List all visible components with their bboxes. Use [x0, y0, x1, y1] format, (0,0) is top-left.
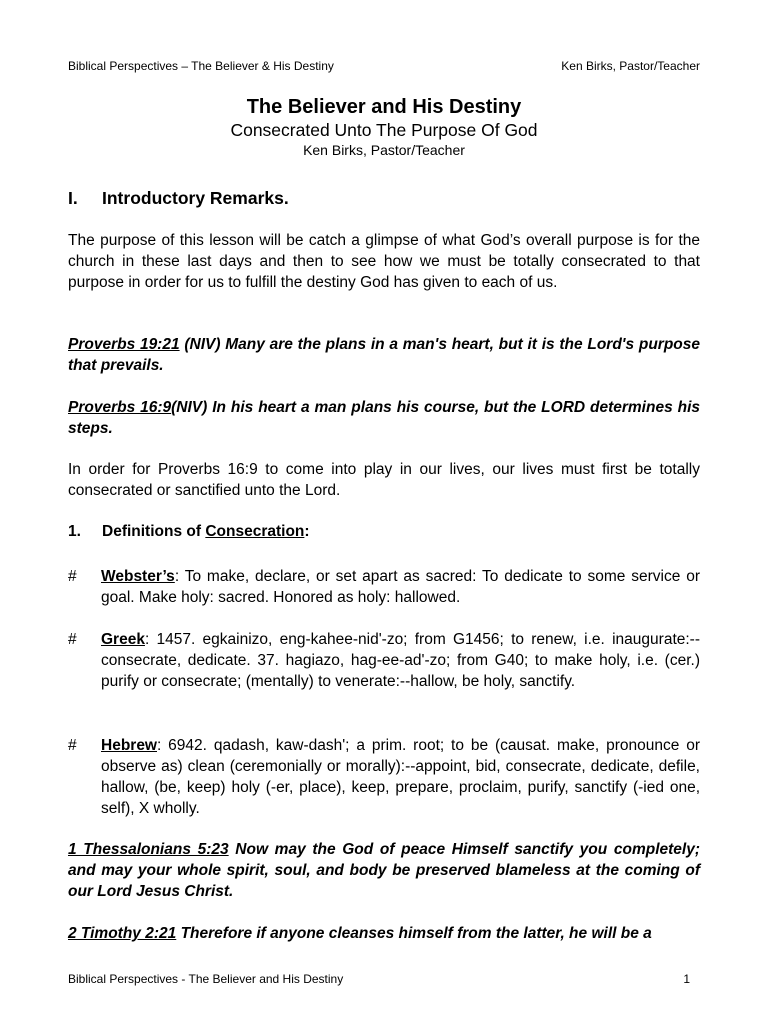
section-number: I.: [68, 188, 78, 208]
verse-text: Therefore if anyone cleanses himself from the latter, he will be a: [176, 925, 652, 942]
document-subtitle: Consecrated Unto The Purpose Of God: [230, 120, 538, 140]
verse-reference: 1 Thessalonians 5:23: [68, 841, 229, 858]
subsection-heading: [68, 523, 310, 541]
definition-greek: [68, 629, 700, 692]
page-footer: [68, 972, 700, 986]
verse-proverbs-19-21: [68, 334, 700, 376]
verse-text: Many are the plans in a man's heart, but it is the Lord's purpose that prevails.: [68, 336, 701, 374]
verse-1-thessalonians-5-23: [68, 839, 700, 902]
verse-2-timothy-2-21: [68, 923, 700, 944]
subsection-number: 1.: [68, 523, 81, 540]
definition-hebrew: [68, 735, 700, 819]
verse-version: (NIV): [179, 336, 221, 353]
title-block: [68, 95, 700, 159]
definition-websters: [68, 566, 700, 608]
verse-text: Now may the God of peace Himself sanctify you completely; and may your whole spirit, soul, and body be preserved blameless at the coming of our Lord Jesus Christ.: [68, 841, 701, 900]
document-title: The Believer and His Destiny: [246, 96, 522, 118]
section-title: Introductory Remarks.: [102, 188, 289, 208]
page-number: 1: [683, 972, 690, 986]
hash-bullet: #: [68, 568, 77, 585]
document-page: [68, 0, 700, 1024]
order-paragraph: In order for Proverbs 16:9 to come into play in our lives, our lives must first be totally consecrated or sanctified unto the Lord.: [68, 461, 700, 499]
header-left: Biblical Perspectives – The Believer & His Destiny: [68, 59, 334, 73]
footer-left: Biblical Perspectives - The Believer and His Destiny: [68, 972, 344, 986]
subsection-term: Consecration: [205, 523, 305, 540]
verse-version: (NIV): [171, 399, 208, 416]
definition-term: Hebrew: [101, 737, 157, 754]
definition-text: : To make, declare, or set apart as sacred: To dedicate to some service or goal. Make holy: sacred. Honored as holy: hallowed.: [101, 568, 700, 606]
definition-text: : 1457. egkainizo, eng-kahee-nid'-zo; from G1456; to renew, i.e. inaugurate:--consecrate, dedicate. 37. hagiazo, hag-ee-ad'-zo; from G40; to make holy, i.e. (cer.) purify or consecrate; (mentally) to venerate:--hallow, be holy, sanctify.: [101, 631, 700, 690]
hash-bullet: #: [68, 737, 77, 754]
hash-bullet: #: [68, 631, 77, 648]
definition-text: : 6942. qadash, kaw-dash'; a prim. root; to be (causat. make, pronounce or observe as) clean (ceremonially or morally):--appoint, bid, consecrate, dedicate, defile, hallow, (be, keep) holy (-er, place), keep, prepare, proclaim, purify, sanctify (-ied one, self), X wholly.: [101, 737, 700, 817]
verse-reference: Proverbs 16:9: [68, 399, 172, 416]
intro-paragraph: The purpose of this lesson will be catch a glimpse of what God’s overall purpose is for the church in these last days and then to see how we must be totally consecrated to that purpose in order for us to fulfill the destiny God has given to each of us.: [68, 232, 700, 291]
verse-reference: 2 Timothy 2:21: [68, 925, 177, 942]
running-header: [68, 59, 700, 73]
definition-term: Webster’s: [101, 568, 175, 585]
verse-text: In his heart a man plans his course, but the LORD determines his steps.: [68, 399, 701, 437]
subsection-suffix: :: [304, 523, 310, 540]
header-right: Ken Birks, Pastor/Teacher: [561, 59, 700, 73]
verse-proverbs-16-9: [68, 397, 700, 439]
verse-reference: Proverbs 19:21: [68, 336, 180, 353]
subsection-prefix: Definitions of: [102, 523, 206, 540]
document-author: Ken Birks, Pastor/Teacher: [303, 142, 465, 158]
section-heading: [68, 188, 289, 209]
definition-term: Greek: [101, 631, 145, 648]
